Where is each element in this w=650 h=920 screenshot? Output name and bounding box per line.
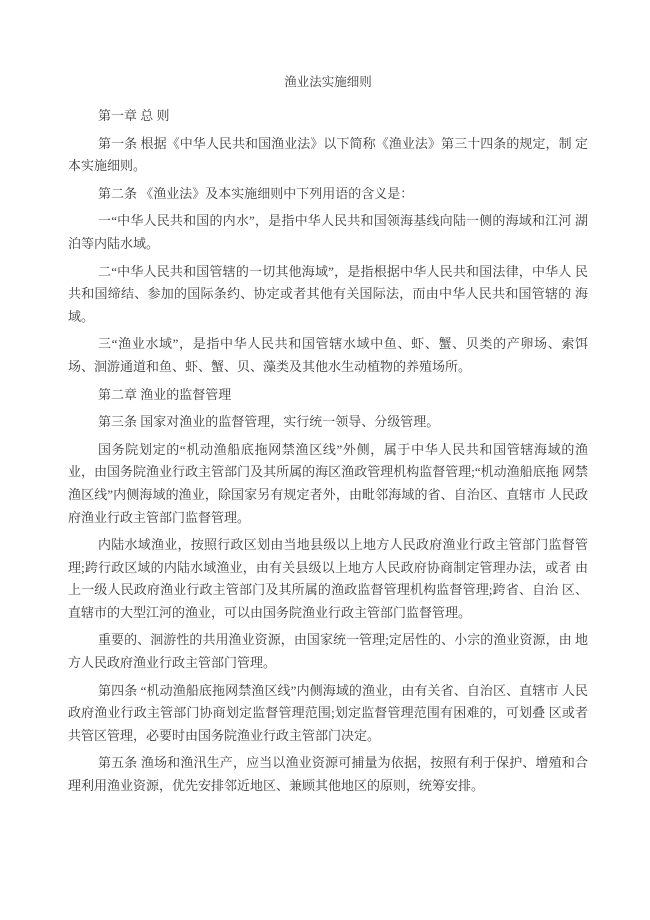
paragraph: 二“中华人民共和国管辖的一切其他海域”，是指根据中华人民共和国法律，中华人 民共和国缔结、参加的国际条约、协定或者其他有关国际法，而由中华人民共和国管辖的 海域。	[68, 263, 588, 324]
paragraph: 第一条 根据《中华人民共和国渔业法》以下简称《渔业法》第三十四条的规定，制 定本实施细则。	[68, 135, 588, 174]
paragraph: 第五条 渔场和渔汛生产，应当以渔业资源可捕量为依据，按照有利于保护、增殖和合理利用渔业资源，优先安排邻近地区、兼顾其他地区的原则，统筹安排。	[68, 755, 588, 794]
paragraph: 一“中华人民共和国的内水”，是指中华人民共和国领海基线向陆一侧的海域和江河 湖泊等内陆水域。	[68, 213, 588, 251]
paragraph: 重要的、洄游性的共用渔业资源，由国家统一管理;定居性的、小宗的渔业资源，由 地方人民政府渔业行政主管部门管理。	[68, 632, 588, 671]
paragraph: 国务院划定的“机动渔船底拖网禁渔区线”外侧，属于中华人民共和国管辖海域的渔业，由国务院渔业行政主管部门及其所属的海区渔政管理机构监督管理;“机动渔船底拖 网禁渔区线”内侧海域的渔业，除国家另有规定者外，由毗邻海域的省、自治区、直辖市 人民政府渔业行政主管部门监督管理。	[68, 441, 588, 525]
paragraph: 三“渔业水域”，是指中华人民共和国管辖水域中鱼、虾、蟹、贝类的产卵场、索饵 场、洄游通道和鱼、虾、蟹、贝、藻类及其他水生动植物的养殖场所。	[68, 336, 588, 374]
paragraph: 第四条 “机动渔船底拖网禁渔区线”内侧海域的渔业，由有关省、自治区、直辖市 人民政府渔业行政主管部门协商划定监督管理范围;划定监督管理范围有困难的，可划叠 区或者共管区管理，必要时由国务院渔业行政主管部门决定。	[68, 682, 588, 743]
document-body	[68, 105, 588, 798]
document-title: 渔业法实施细则	[284, 75, 372, 89]
paragraph: 第三条 国家对渔业的监督管理，实行统一领导、分级管理。	[98, 414, 440, 430]
paragraph: 内陆水域渔业，按照行政区划由当地县级以上地方人民政府渔业行政主管部门监督管理;跨行政区域的内陆水域渔业，由有关县级以上地方人民政府协商制定管理办法，或者 由上一级人民政府渔业行政主管部门及其所属的渔政监督管理机构监督管理;跨省、自治 区、直辖市的大型江河的渔业，可以由国务院渔业行政主管部门监督管理。	[68, 537, 588, 620]
chapter-heading: 第一章 总 则	[98, 108, 170, 123]
paragraph: 第二条 《渔业法》及本实施细则中下列用语的含义是：	[98, 185, 414, 201]
chapter-heading: 第二章 渔业的监督管理	[98, 386, 232, 402]
